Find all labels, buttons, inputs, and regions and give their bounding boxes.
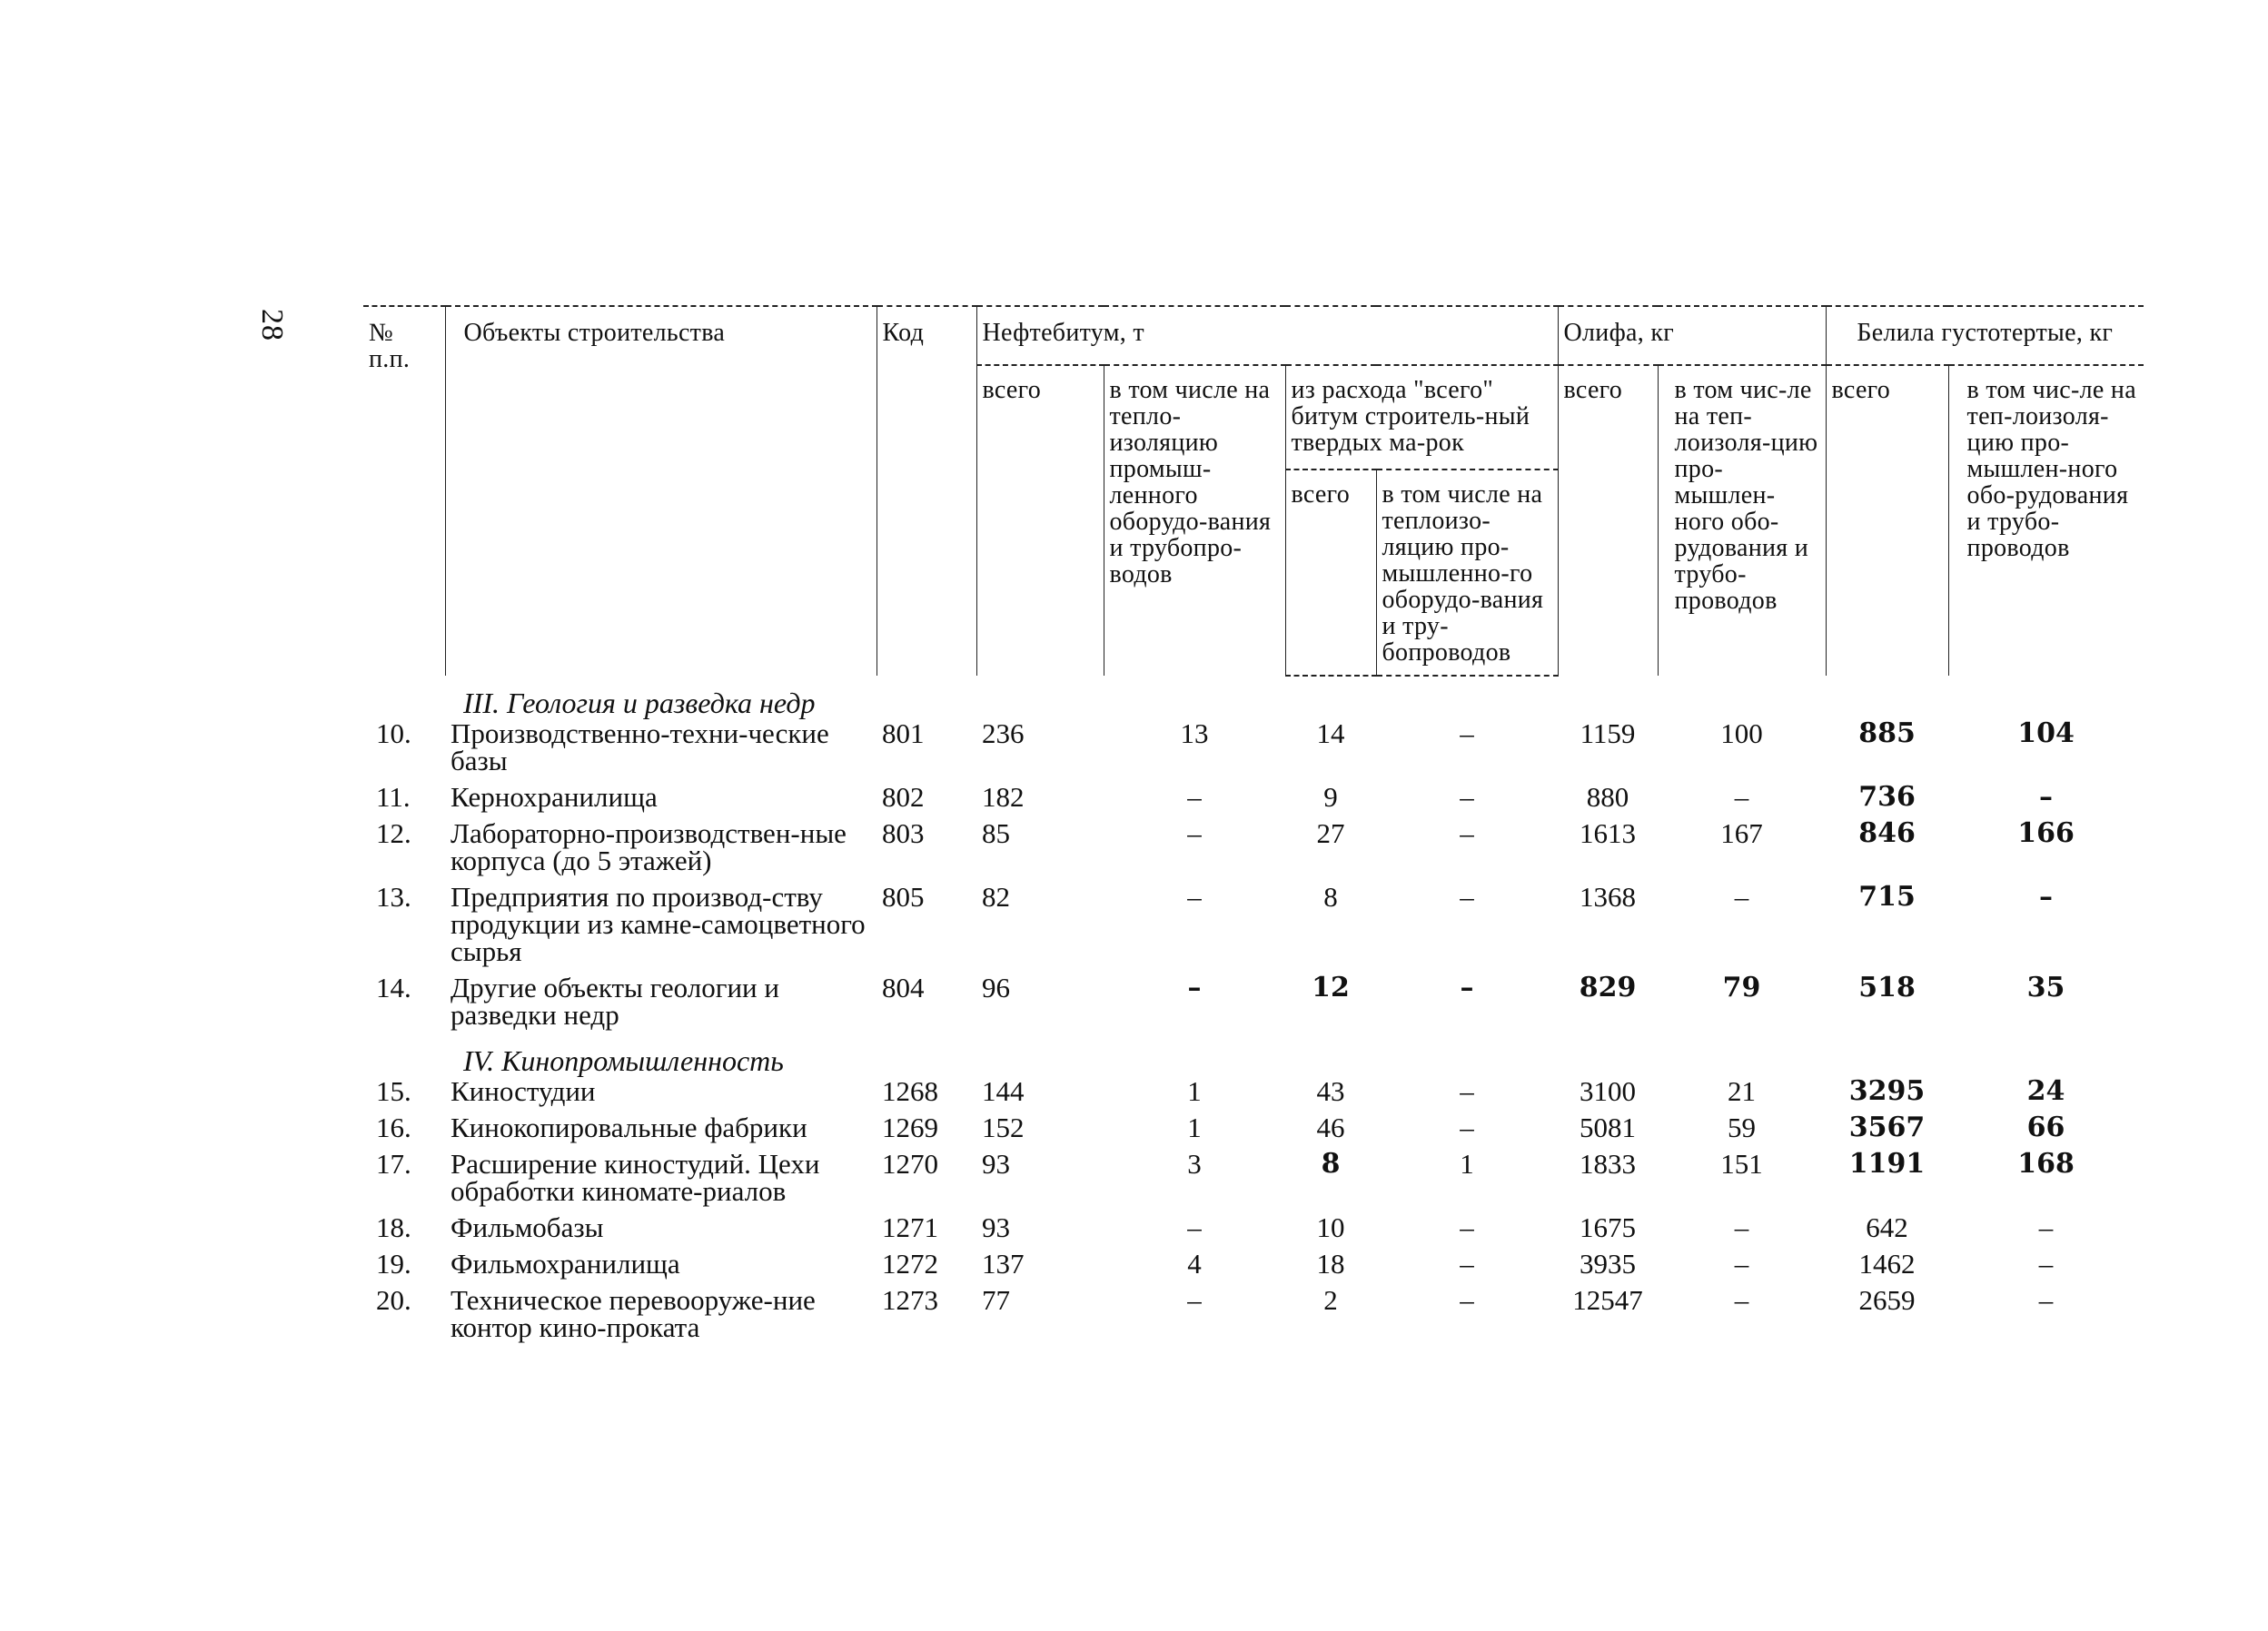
row-code: 803	[882, 817, 925, 849]
row-bitum-incl: –	[1460, 881, 1474, 913]
header-neftebitum: Нефтебитум, т	[976, 306, 1558, 365]
row-neft-incl: –	[1187, 972, 1202, 1003]
row-code: 1273	[882, 1284, 938, 1316]
row-code: 805	[882, 881, 925, 913]
row-num: 10.	[376, 717, 411, 749]
row-bitum-incl: –	[1460, 817, 1474, 849]
row-belila-total: 2659	[1858, 1284, 1916, 1316]
row-neft-total: 182	[982, 781, 1025, 813]
row-olifa-total: 1368	[1580, 881, 1637, 913]
row-neft-total: 144	[982, 1075, 1025, 1107]
section-title-geology: III. Геология и разведка недр	[463, 687, 816, 719]
row-belila-total: 3567	[1848, 1112, 1926, 1143]
row-num: 20.	[376, 1284, 411, 1316]
row-num: 12.	[376, 817, 411, 849]
row-olifa-incl: –	[1734, 1211, 1749, 1243]
row-olifa-total: 829	[1579, 972, 1637, 1003]
header-olifa: Олифа, кг	[1558, 306, 1826, 365]
row-bitum-total: 8	[1321, 1148, 1341, 1180]
table-row	[363, 1247, 2144, 1283]
row-name: Фильмохранилища	[451, 1248, 680, 1280]
header-olifa-total: всего	[1558, 365, 1658, 676]
row-name: Киностудии	[451, 1075, 596, 1107]
row-code: 1272	[882, 1248, 938, 1280]
table-row	[363, 1211, 2144, 1247]
row-neft-total: 82	[982, 881, 1010, 913]
row-bitum-incl: –	[1460, 1284, 1474, 1316]
row-neft-incl: –	[1187, 881, 1202, 913]
row-olifa-total: 12547	[1572, 1284, 1643, 1316]
row-code: 1269	[882, 1112, 938, 1143]
row-neft-incl: 13	[1180, 717, 1209, 749]
row-neft-incl: –	[1187, 1284, 1202, 1316]
row-neft-incl: –	[1187, 817, 1202, 849]
row-num: 19.	[376, 1248, 411, 1280]
row-name: Кернохранилища	[451, 781, 658, 813]
row-neft-incl: 4	[1187, 1248, 1202, 1280]
table-row	[363, 1074, 2144, 1111]
row-olifa-total: 1833	[1580, 1148, 1637, 1180]
row-bitum-incl: –	[1460, 717, 1474, 749]
row-olifa-total: 3100	[1580, 1075, 1637, 1107]
header-neft-total: всего	[976, 365, 1104, 676]
row-neft-total: 93	[982, 1148, 1010, 1180]
row-belila-incl: –	[2038, 1284, 2054, 1316]
header-bitum-total: всего	[1285, 470, 1376, 676]
row-belila-total: 846	[1858, 817, 1916, 849]
section-title-cinema: IV. Кинопромышленность	[463, 1044, 784, 1077]
row-belila-incl: 24	[2026, 1075, 2065, 1107]
row-bitum-incl: –	[1460, 1075, 1474, 1107]
row-name: Кинокопировальные фабрики	[451, 1112, 807, 1143]
row-belila-total: 642	[1866, 1211, 1908, 1243]
row-belila-incl: 104	[2017, 717, 2075, 749]
row-olifa-total: 880	[1586, 781, 1629, 813]
row-belila-total: 1191	[1848, 1148, 1926, 1180]
row-bitum-total: 27	[1316, 817, 1345, 849]
header-belila-incl: в том чис-ле на теп-лоизоля-цию про-мышлен-ного обо-рудования и трубо-проводов	[1948, 365, 2144, 676]
row-olifa-total: 1159	[1580, 717, 1636, 749]
row-belila-total: 518	[1858, 972, 1916, 1003]
row-bitum-total: 46	[1316, 1112, 1345, 1143]
section-row	[363, 1034, 2144, 1074]
table-row	[363, 971, 2144, 1034]
row-num: 13.	[376, 881, 411, 913]
row-name: Фильмобазы	[451, 1211, 604, 1243]
row-olifa-total: 5081	[1580, 1112, 1637, 1143]
row-name: Другие объекты геологии и разведки недр	[451, 972, 779, 1031]
row-neft-total: 93	[982, 1211, 1010, 1243]
table-row	[363, 1283, 2144, 1347]
row-olifa-incl: –	[1734, 1248, 1749, 1280]
header-code: Код	[876, 306, 976, 676]
row-belila-incl: –	[2038, 1211, 2054, 1243]
row-num: 14.	[376, 972, 411, 1003]
table-row	[363, 717, 2144, 780]
header-num: № п.п.	[363, 306, 445, 676]
row-num: 15.	[376, 1075, 411, 1107]
row-code: 1271	[882, 1211, 938, 1243]
row-bitum-total: 8	[1323, 881, 1338, 913]
row-belila-incl: –	[2039, 781, 2054, 813]
row-neft-incl: 1	[1187, 1112, 1202, 1143]
row-olifa-total: 3935	[1580, 1248, 1637, 1280]
row-neft-total: 96	[982, 972, 1010, 1003]
row-neft-total: 236	[982, 717, 1025, 749]
row-olifa-incl: 59	[1728, 1112, 1757, 1143]
row-bitum-incl: –	[1460, 1248, 1474, 1280]
row-bitum-incl: –	[1460, 781, 1474, 813]
row-neft-total: 85	[982, 817, 1010, 849]
page-number: 28	[255, 309, 289, 341]
row-name: Техническое перевооруже-ние контор кино-проката	[451, 1284, 816, 1343]
row-num: 11.	[376, 781, 411, 813]
row-neft-total: 77	[982, 1284, 1010, 1316]
table-row	[363, 816, 2144, 880]
row-name: Лабораторно-производствен-ные корпуса (до 5 этажей)	[451, 817, 847, 876]
row-belila-incl: 168	[2017, 1148, 2075, 1180]
header-bitum-from-total: из расхода "всего" битум строитель-ный твердых ма-рок	[1285, 365, 1558, 470]
header-belila-total: всего	[1826, 365, 1948, 676]
row-olifa-incl: 151	[1720, 1148, 1763, 1180]
row-olifa-incl: 167	[1720, 817, 1763, 849]
row-belila-total: 715	[1858, 881, 1916, 913]
row-belila-incl: 35	[2026, 972, 2065, 1003]
row-olifa-incl: 79	[1722, 972, 1761, 1003]
row-neft-total: 137	[982, 1248, 1025, 1280]
row-bitum-incl: –	[1460, 1112, 1474, 1143]
row-olifa-total: 1675	[1580, 1211, 1637, 1243]
row-belila-incl: 66	[2026, 1112, 2065, 1143]
row-belila-incl: –	[2039, 881, 2054, 913]
row-belila-total: 736	[1858, 781, 1916, 813]
row-bitum-total: 9	[1323, 781, 1338, 813]
header-neft-incl: в том числе на тепло-изоляцию промыш-ленного оборудо-вания и трубопро-водов	[1104, 365, 1285, 676]
row-name: Предприятия по производ-ству продукции из камне-самоцветного сырья	[451, 881, 866, 967]
row-neft-incl: 3	[1187, 1148, 1202, 1180]
table-row	[363, 780, 2144, 816]
header-objects: Объекты строительства	[445, 306, 876, 676]
header-bitum-incl: в том числе на теплоизо-ляцию про-мышленно-го оборудо-вания и тру-бопроводов	[1376, 470, 1558, 676]
header-olifa-incl: в том чис-ле на теп-лоизоля-цию про-мышлен-ного обо-рудования и трубо-проводов	[1658, 365, 1826, 676]
row-olifa-incl: –	[1734, 1284, 1749, 1316]
row-code: 1270	[882, 1148, 938, 1180]
header-belila: Белила густотертые, кг	[1826, 306, 2144, 365]
row-code: 801	[882, 717, 925, 749]
row-bitum-total: 14	[1316, 717, 1345, 749]
row-belila-total: 885	[1858, 717, 1916, 749]
row-bitum-total: 10	[1316, 1211, 1345, 1243]
row-bitum-total: 12	[1312, 972, 1350, 1003]
row-num: 17.	[376, 1148, 411, 1180]
row-bitum-total: 18	[1316, 1248, 1345, 1280]
row-neft-incl: 1	[1187, 1075, 1202, 1107]
row-bitum-incl: –	[1460, 972, 1474, 1003]
row-neft-incl: –	[1187, 1211, 1202, 1243]
row-bitum-total: 2	[1323, 1284, 1338, 1316]
row-olifa-incl: –	[1734, 781, 1749, 813]
row-name: Расширение киностудий. Цехи обработки киномате-риалов	[451, 1148, 820, 1207]
row-bitum-incl: 1	[1460, 1148, 1474, 1180]
norms-table-sheet	[363, 305, 2144, 1347]
table-row	[363, 880, 2144, 971]
row-neft-incl: –	[1187, 781, 1202, 813]
row-neft-total: 152	[982, 1112, 1025, 1143]
row-olifa-incl: 100	[1720, 717, 1763, 749]
row-bitum-total: 43	[1316, 1075, 1345, 1107]
row-olifa-incl: –	[1734, 881, 1749, 913]
row-num: 16.	[376, 1112, 411, 1143]
table-row	[363, 1147, 2144, 1211]
row-olifa-total: 1613	[1580, 817, 1637, 849]
row-belila-total: 1462	[1858, 1248, 1916, 1280]
row-belila-incl: –	[2038, 1248, 2054, 1280]
row-num: 18.	[376, 1211, 411, 1243]
section-row	[363, 676, 2144, 717]
row-belila-total: 3295	[1848, 1075, 1926, 1107]
row-bitum-incl: –	[1460, 1211, 1474, 1243]
norms-table	[363, 305, 2144, 1347]
row-belila-incl: 166	[2017, 817, 2075, 849]
row-code: 802	[882, 781, 925, 813]
row-code: 804	[882, 972, 925, 1003]
row-code: 1268	[882, 1075, 938, 1107]
table-row	[363, 1111, 2144, 1147]
row-name: Производственно-техни-ческие базы	[451, 717, 829, 776]
row-olifa-incl: 21	[1728, 1075, 1757, 1107]
